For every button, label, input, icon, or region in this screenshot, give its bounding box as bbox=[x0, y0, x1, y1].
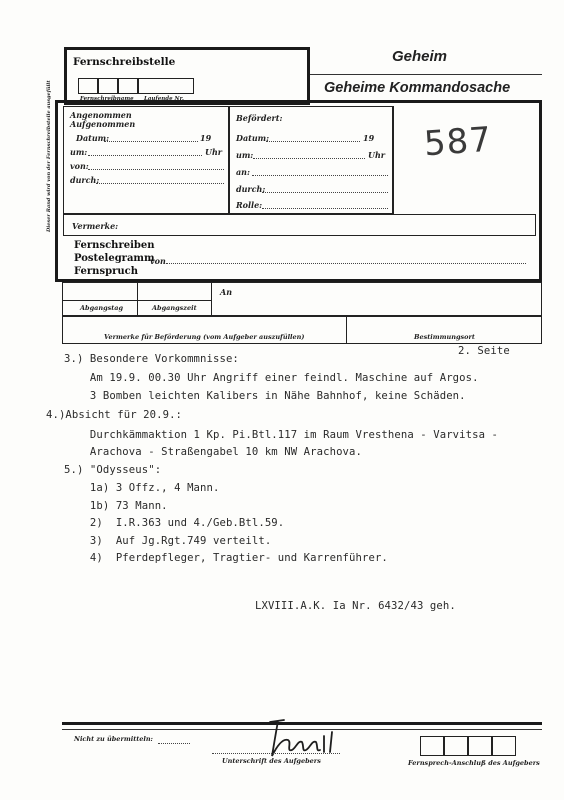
body-line-12: 4) Pferdepfleger, Tragtier- und Karrenführer. bbox=[64, 552, 388, 564]
an-divider-1 bbox=[137, 282, 138, 316]
forwarded-rolle-line bbox=[262, 208, 388, 209]
body-line-3: 3 Bomben leichten Kalibers in Nähe Bahnhof, keine Schäden. bbox=[64, 390, 466, 402]
forwarded-datum-label: Datum: bbox=[236, 133, 270, 143]
body-line-5: Durchkämmaktion 1 Kp. Pi.Btl.117 im Raum Vresthena - Varvitsa - bbox=[64, 429, 499, 441]
station-number-box-1 bbox=[78, 78, 98, 94]
station-number-box-2 bbox=[98, 78, 118, 94]
phone-box-2 bbox=[444, 736, 468, 756]
abgangszeit-label: Abgangszeit bbox=[152, 304, 197, 312]
received-title-1: Angenommen bbox=[70, 110, 132, 120]
phone-box-3 bbox=[468, 736, 492, 756]
side-note: Dieser Rand wird von der Fernschreibstelle ausgefüllt bbox=[46, 80, 52, 232]
type-von: von bbox=[150, 256, 166, 266]
classification-rule-top bbox=[310, 74, 542, 75]
laufende-nr-caption: Laufende Nr. bbox=[144, 96, 184, 102]
forwarded-title: Befördert: bbox=[236, 113, 283, 123]
received-von-label: von: bbox=[70, 161, 89, 171]
type-von-line bbox=[166, 263, 526, 264]
phone-box-1 bbox=[420, 736, 444, 756]
body-line-1: 3.) Besondere Vorkommnisse: bbox=[64, 353, 239, 365]
an-label: An bbox=[220, 287, 233, 297]
forwarded-year: 19 bbox=[363, 133, 375, 143]
type-postelegramm: Postelegramm bbox=[74, 253, 155, 264]
classification-geheime-kommandosache: Geheime Kommandosache bbox=[324, 80, 511, 96]
phone-box-4 bbox=[492, 736, 516, 756]
body-line-9: 1b) 73 Mann. bbox=[64, 500, 168, 512]
reference-line: LXVIII.A.K. Ia Nr. 6432/43 geh. bbox=[255, 600, 456, 612]
body-line-2: Am 19.9. 00.30 Uhr Angriff einer feindl. Maschine auf Argos. bbox=[64, 372, 479, 384]
signature-line bbox=[212, 753, 340, 754]
body-line-4: 4.)Absicht für 20.9.: bbox=[46, 409, 183, 421]
received-title-2: Aufgenommen bbox=[70, 119, 136, 129]
forwarded-uhr-label: Uhr bbox=[368, 150, 386, 160]
station-label: Fernschreibstelle bbox=[73, 56, 176, 68]
received-durch-line bbox=[96, 183, 224, 184]
type-fernschreiben: Fernschreiben bbox=[74, 240, 155, 251]
an-row-rule bbox=[62, 300, 211, 301]
received-datum-label: Datum: bbox=[76, 133, 110, 143]
body-line-6: Arachova - Straßengabel 10 km NW Arachova. bbox=[64, 446, 362, 458]
fernschreibname-caption: Fernschreibname bbox=[80, 96, 134, 102]
received-um-line bbox=[88, 155, 202, 156]
forwarded-an-label: an: bbox=[236, 167, 250, 177]
abgangstag-label: Abgangstag bbox=[80, 304, 124, 312]
befoerderung-divider bbox=[346, 316, 347, 344]
forwarded-durch-line bbox=[262, 192, 388, 193]
forwarded-um-label: um: bbox=[236, 150, 254, 160]
received-year: 19 bbox=[200, 133, 212, 143]
forwarded-datum-line bbox=[266, 141, 360, 142]
forwarded-um-line bbox=[253, 158, 365, 159]
station-serial-box bbox=[138, 78, 194, 94]
unterschrift-caption: Unterschrift des Aufgebers bbox=[222, 757, 321, 765]
forwarded-durch-label: durch: bbox=[236, 184, 266, 194]
an-divider-2 bbox=[211, 282, 212, 316]
received-uhr-label: Uhr bbox=[205, 147, 223, 157]
forwarded-rolle-label: Rolle: bbox=[236, 200, 263, 210]
forwarded-an-line bbox=[252, 175, 388, 176]
vermerke-befoerderung-label: Vermerke für Beförderung (vom Aufgeber auszufüllen) bbox=[104, 333, 305, 341]
body-line-7: 5.) "Odysseus": bbox=[64, 464, 162, 476]
body-line-8: 1a) 3 Offz., 4 Mann. bbox=[64, 482, 220, 494]
vermerke-label: Vermerke: bbox=[72, 221, 119, 231]
type-fernspruch: Fernspruch bbox=[74, 266, 138, 277]
fernsprech-caption: Fernsprech-Anschluß des Aufgebers bbox=[408, 759, 540, 767]
received-um-label: um: bbox=[70, 147, 88, 157]
body-line-10: 2) I.R.363 und 4./Geb.Btl.59. bbox=[64, 517, 285, 529]
vermerke-row bbox=[63, 214, 536, 236]
body-line-11: 3) Auf Jg.Rgt.749 verteilt. bbox=[64, 535, 272, 547]
received-durch-label: durch: bbox=[70, 175, 100, 185]
station-number-box-3 bbox=[118, 78, 138, 94]
nicht-zu-uebermitteln-label: Nicht zu übermitteln: bbox=[74, 735, 153, 743]
received-von-line bbox=[88, 169, 224, 170]
nicht-zu-uebermitteln-line bbox=[158, 743, 190, 744]
received-datum-line bbox=[104, 141, 198, 142]
handwritten-number: 587 bbox=[422, 119, 494, 165]
page-marker: 2. Seite bbox=[458, 345, 510, 357]
signature bbox=[262, 712, 352, 762]
classification-geheim: Geheim bbox=[392, 48, 448, 65]
bestimmungsort-label: Bestimmungsort bbox=[414, 333, 475, 341]
an-row bbox=[62, 282, 542, 316]
